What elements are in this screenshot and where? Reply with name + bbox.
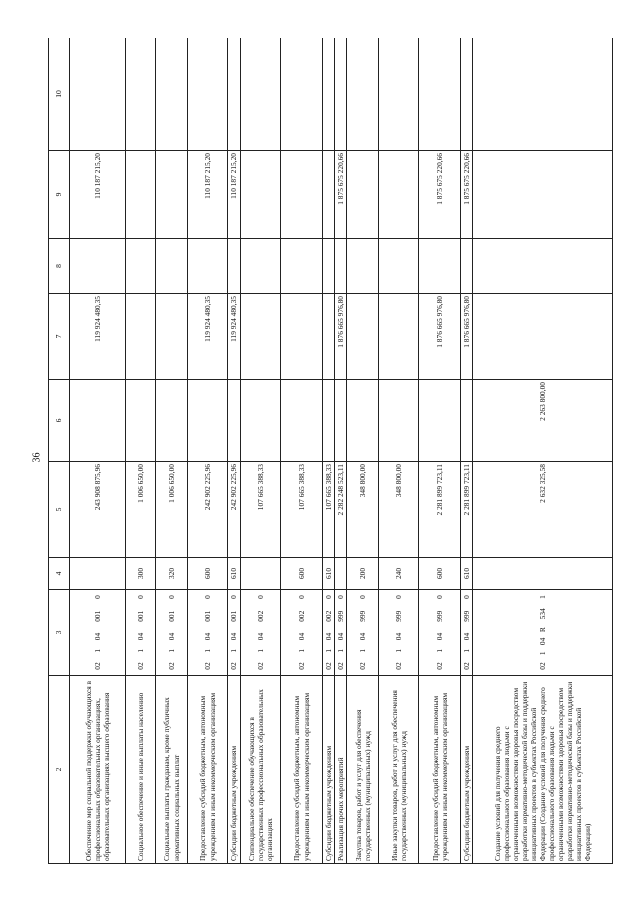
row-name: Социальное обеспечение и иные выплаты населению [126, 676, 156, 864]
amount-c8 [379, 239, 419, 294]
row-name: Реализация прочих мероприятий [335, 676, 347, 864]
amount-c10 [323, 38, 335, 151]
header-cell: 2 [49, 676, 70, 864]
amount-c5: 242 902 225,96 [188, 462, 228, 558]
expense-type-code: 600 [188, 558, 228, 590]
amount-c8 [70, 239, 126, 294]
amount-c8 [228, 239, 241, 294]
code-part: 1 [462, 648, 472, 653]
expense-type-code: 320 [156, 558, 188, 590]
code-part: 04 [538, 637, 548, 646]
table-row [461, 38, 473, 864]
code-part: 02 [255, 662, 265, 670]
expense-type-code: 600 [419, 558, 461, 590]
budget-code [419, 590, 461, 676]
budget-code-parts [229, 592, 238, 673]
code-part: 001 [92, 610, 102, 622]
code-part: 04 [336, 632, 346, 641]
amount-c7 [281, 294, 323, 380]
amount-c5: 107 665 388,33 [281, 462, 323, 558]
code-part: 04 [435, 632, 445, 641]
header-cell: 4 [49, 558, 70, 590]
table-row [335, 38, 347, 864]
amount-c9: 110 187 215,20 [188, 151, 228, 239]
amount-c10 [379, 38, 419, 151]
header-cell: 6 [49, 380, 70, 462]
code-part: 534 [538, 608, 548, 620]
code-part: 02 [135, 662, 145, 670]
amount-c10 [156, 38, 188, 151]
code-part: 0 [336, 595, 346, 599]
expense-type-code: 600 [281, 558, 323, 590]
table-row [347, 38, 379, 864]
code-part: 02 [336, 662, 346, 670]
code-part: 04 [135, 632, 145, 641]
budget-code [323, 590, 335, 676]
amount-c9: 110 187 215,20 [228, 151, 241, 239]
budget-code [70, 590, 126, 676]
code-part: 1 [92, 648, 102, 653]
code-part: 1 [166, 648, 176, 653]
amount-c9 [281, 151, 323, 239]
budget-code-parts [462, 592, 471, 673]
table-row [156, 38, 188, 864]
code-part: 1 [135, 648, 145, 653]
header-cell: 5 [49, 462, 70, 558]
amount-c5: 1 006 650,00 [126, 462, 156, 558]
code-part: 02 [462, 662, 472, 670]
amount-c5: 107 665 388,33 [241, 462, 281, 558]
header-cell: 9 [49, 151, 70, 239]
row-name: Стипендиальное обеспечение обучающихся в государственных профессиональных образовательных организациях [241, 676, 281, 864]
code-part: 0 [166, 595, 176, 599]
code-part: 02 [92, 662, 102, 670]
amount-c6 [461, 380, 473, 462]
code-part: 1 [296, 648, 306, 653]
code-part: 999 [435, 610, 445, 622]
code-part: 0 [358, 595, 368, 599]
budget-code-parts [93, 592, 102, 673]
amount-c8 [473, 239, 613, 294]
amount-c9 [156, 151, 188, 239]
budget-code-parts [336, 592, 345, 673]
amount-c5: 242 902 225,96 [228, 462, 241, 558]
code-part: 001 [202, 610, 212, 622]
code-part: R [538, 627, 548, 633]
expense-type-code: 200 [347, 558, 379, 590]
code-part: 04 [255, 632, 265, 641]
budget-code-parts [324, 592, 333, 673]
code-part: 04 [166, 632, 176, 641]
code-part: 0 [229, 595, 239, 599]
expense-type-code [70, 558, 126, 590]
amount-c9: 1 875 675 220,66 [335, 151, 347, 239]
amount-c5: 2 281 899 723,11 [419, 462, 461, 558]
budget-code [473, 590, 613, 676]
amount-c6 [126, 380, 156, 462]
row-name: Закупка товаров, работ и услуг для обеспечения государственных (муниципальных) нужд [347, 676, 379, 864]
header-cell: 7 [49, 294, 70, 380]
row-name: Субсидии бюджетным учреждениям [228, 676, 241, 864]
amount-c7 [379, 294, 419, 380]
budget-code [379, 590, 419, 676]
code-part: 02 [538, 662, 548, 670]
table-row [281, 38, 323, 864]
expense-type-code: 610 [228, 558, 241, 590]
amount-c5: 2 632 325,58 [473, 462, 613, 558]
expense-type-code [473, 558, 613, 590]
header-row [49, 38, 70, 864]
code-part: 1 [229, 648, 239, 653]
code-part: 04 [229, 632, 239, 641]
table-row [188, 38, 228, 864]
amount-c10 [188, 38, 228, 151]
table-row [419, 38, 461, 864]
budget-code-parts [203, 592, 212, 673]
budget-code-parts [256, 592, 265, 673]
amount-c10 [281, 38, 323, 151]
amount-c5: 348 800,00 [347, 462, 379, 558]
amount-c7: 1 876 665 976,80 [419, 294, 461, 380]
code-part: 0 [462, 595, 472, 599]
budget-code [347, 590, 379, 676]
amount-c8 [241, 239, 281, 294]
table-body [49, 38, 613, 864]
budget-code [126, 590, 156, 676]
code-part: 0 [394, 595, 404, 599]
table-row [228, 38, 241, 864]
amount-c5: 107 665 388,33 [323, 462, 335, 558]
table-row [473, 38, 613, 864]
code-part: 1 [538, 595, 548, 599]
budget-code-parts [297, 592, 306, 673]
amount-c7: 119 924 480,35 [228, 294, 241, 380]
amount-c9 [126, 151, 156, 239]
amount-c6: 2 263 800,00 [473, 380, 613, 462]
amount-c8 [347, 239, 379, 294]
amount-c7: 1 876 665 976,80 [461, 294, 473, 380]
amount-c5: 243 908 875,96 [70, 462, 126, 558]
amount-c9 [347, 151, 379, 239]
budget-code-parts [136, 592, 145, 673]
amount-c6 [241, 380, 281, 462]
code-part: 02 [229, 662, 239, 670]
budget-code [228, 590, 241, 676]
amount-c8 [126, 239, 156, 294]
code-part: 1 [358, 648, 368, 653]
row-name: Субсидии бюджетным учреждениям [461, 676, 473, 864]
amount-c10 [228, 38, 241, 151]
code-part: 04 [358, 632, 368, 641]
rotated-table-container [48, 38, 615, 864]
amount-c6 [228, 380, 241, 462]
header-cell: 8 [49, 239, 70, 294]
expense-type-code [335, 558, 347, 590]
amount-c10 [419, 38, 461, 151]
code-part: 02 [296, 662, 306, 670]
code-part: 1 [336, 648, 346, 653]
budget-code-parts [435, 592, 444, 673]
code-part: 04 [394, 632, 404, 641]
row-name: Иные закупки товаров, работ и услуг для обеспечения государственных (муниципальных) нужд [379, 676, 419, 864]
amount-c9: 1 875 675 220,66 [461, 151, 473, 239]
code-part: 0 [135, 595, 145, 599]
amount-c10 [461, 38, 473, 151]
row-name: Создание условий для получения среднего профессионального образования людьми с ограниченными возможностями здоровья посредством разработки нормативно-методической базы и поддержки инициативных проектов в субъектах Российской Федерации (Создание условий для получения среднего профессионального образования людьми с ограниченными возможностями здоровья посредством разработки нормативно-методической базы и поддержки инициативных проектов в субъектах Российской Федерации) [473, 676, 613, 864]
code-part: 999 [394, 610, 404, 622]
amount-c7 [156, 294, 188, 380]
code-part: 999 [462, 610, 472, 622]
code-part: 04 [324, 632, 333, 641]
expense-type-code: 610 [461, 558, 473, 590]
amount-c8 [461, 239, 473, 294]
row-name: Предоставление субсидий бюджетным, автономным учреждениям и иным некоммерческим организациям [419, 676, 461, 864]
amount-c6 [156, 380, 188, 462]
code-part: 04 [202, 632, 212, 641]
amount-c10 [473, 38, 613, 151]
code-part: 02 [394, 662, 404, 670]
amount-c6 [379, 380, 419, 462]
code-part: 1 [394, 648, 404, 653]
code-part: 0 [92, 595, 102, 599]
row-name: Предоставление субсидий бюджетным, автономным учреждениям и иным некоммерческим организациям [188, 676, 228, 864]
amount-c5: 348 800,00 [379, 462, 419, 558]
expense-type-code: 240 [379, 558, 419, 590]
budget-code [281, 590, 323, 676]
code-part: 1 [202, 648, 212, 653]
budget-code-parts [394, 592, 403, 673]
header-cell: 3 [49, 590, 70, 676]
amount-c5: 2 281 899 723,11 [461, 462, 473, 558]
code-part: 04 [462, 632, 472, 641]
amount-c6 [188, 380, 228, 462]
table-row [379, 38, 419, 864]
budget-table [48, 38, 613, 864]
row-name: Социальные выплаты гражданам, кроме публичных нормативных социальных выплат [156, 676, 188, 864]
amount-c7 [241, 294, 281, 380]
code-part: 02 [202, 662, 212, 670]
budget-code [241, 590, 281, 676]
budget-code [156, 590, 188, 676]
amount-c10 [347, 38, 379, 151]
code-part: 001 [135, 610, 145, 622]
code-part: 02 [324, 662, 333, 670]
amount-c5: 1 006 650,00 [156, 462, 188, 558]
amount-c7 [126, 294, 156, 380]
budget-code [461, 590, 473, 676]
amount-c10 [335, 38, 347, 151]
row-name: Обеспечение мер социальной поддержки обучающихся в профессиональных образовательных организациях, образовательных организациях высшего образования [70, 676, 126, 864]
amount-c8 [335, 239, 347, 294]
code-part: 1 [538, 651, 548, 656]
code-part: 02 [435, 662, 445, 670]
table-row [241, 38, 281, 864]
amount-c10 [241, 38, 281, 151]
code-part: 001 [229, 610, 239, 622]
amount-c9 [323, 151, 335, 239]
code-part: 999 [358, 610, 368, 622]
code-part: 1 [324, 648, 333, 653]
header-cell: 10 [49, 38, 70, 151]
amount-c9: 110 187 215,20 [70, 151, 126, 239]
budget-code [188, 590, 228, 676]
code-part: 002 [255, 610, 265, 622]
expense-type-code [241, 558, 281, 590]
amount-c9 [241, 151, 281, 239]
amount-c6 [419, 380, 461, 462]
amount-c10 [126, 38, 156, 151]
amount-c8 [156, 239, 188, 294]
amount-c7: 1 876 665 976,80 [335, 294, 347, 380]
code-part: 0 [435, 595, 445, 599]
amount-c7: 119 924 480,35 [188, 294, 228, 380]
code-part: 04 [92, 632, 102, 641]
expense-type-code: 300 [126, 558, 156, 590]
amount-c10 [70, 38, 126, 151]
code-part: 02 [358, 662, 368, 670]
amount-c8 [281, 239, 323, 294]
code-part: 04 [296, 632, 306, 641]
amount-c7 [473, 294, 613, 380]
document-page [48, 38, 615, 864]
table-row [70, 38, 126, 864]
table-row [126, 38, 156, 864]
code-part: 1 [255, 648, 265, 653]
expense-type-code: 610 [323, 558, 335, 590]
budget-code-parts [538, 592, 547, 673]
amount-c6 [323, 380, 335, 462]
amount-c8 [419, 239, 461, 294]
code-part: 002 [324, 610, 333, 622]
amount-c6 [347, 380, 379, 462]
amount-c9 [379, 151, 419, 239]
budget-code-parts [167, 592, 176, 673]
amount-c8 [188, 239, 228, 294]
code-part: 0 [324, 595, 333, 599]
code-part: 0 [255, 595, 265, 599]
amount-c5: 2 282 248 523,11 [335, 462, 347, 558]
amount-c6 [281, 380, 323, 462]
budget-code-parts [358, 592, 367, 673]
amount-c7: 119 924 480,35 [70, 294, 126, 380]
amount-c7 [347, 294, 379, 380]
table-row [323, 38, 335, 864]
amount-c6 [335, 380, 347, 462]
amount-c6 [70, 380, 126, 462]
budget-code [335, 590, 347, 676]
code-part: 999 [336, 610, 346, 622]
amount-c9: 1 875 675 220,66 [419, 151, 461, 239]
amount-c9 [473, 151, 613, 239]
code-part: 0 [296, 595, 306, 599]
amount-c8 [323, 239, 335, 294]
code-part: 002 [296, 610, 306, 622]
code-part: 001 [166, 610, 176, 622]
row-name: Субсидии бюджетным учреждениям [323, 676, 335, 864]
amount-c7 [323, 294, 335, 380]
code-part: 0 [202, 595, 212, 599]
page-number: 36 [31, 452, 43, 463]
code-part: 02 [166, 662, 176, 670]
code-part: 1 [435, 648, 445, 653]
row-name: Предоставление субсидий бюджетным, автономным учреждениям и иным некоммерческим организациям [281, 676, 323, 864]
